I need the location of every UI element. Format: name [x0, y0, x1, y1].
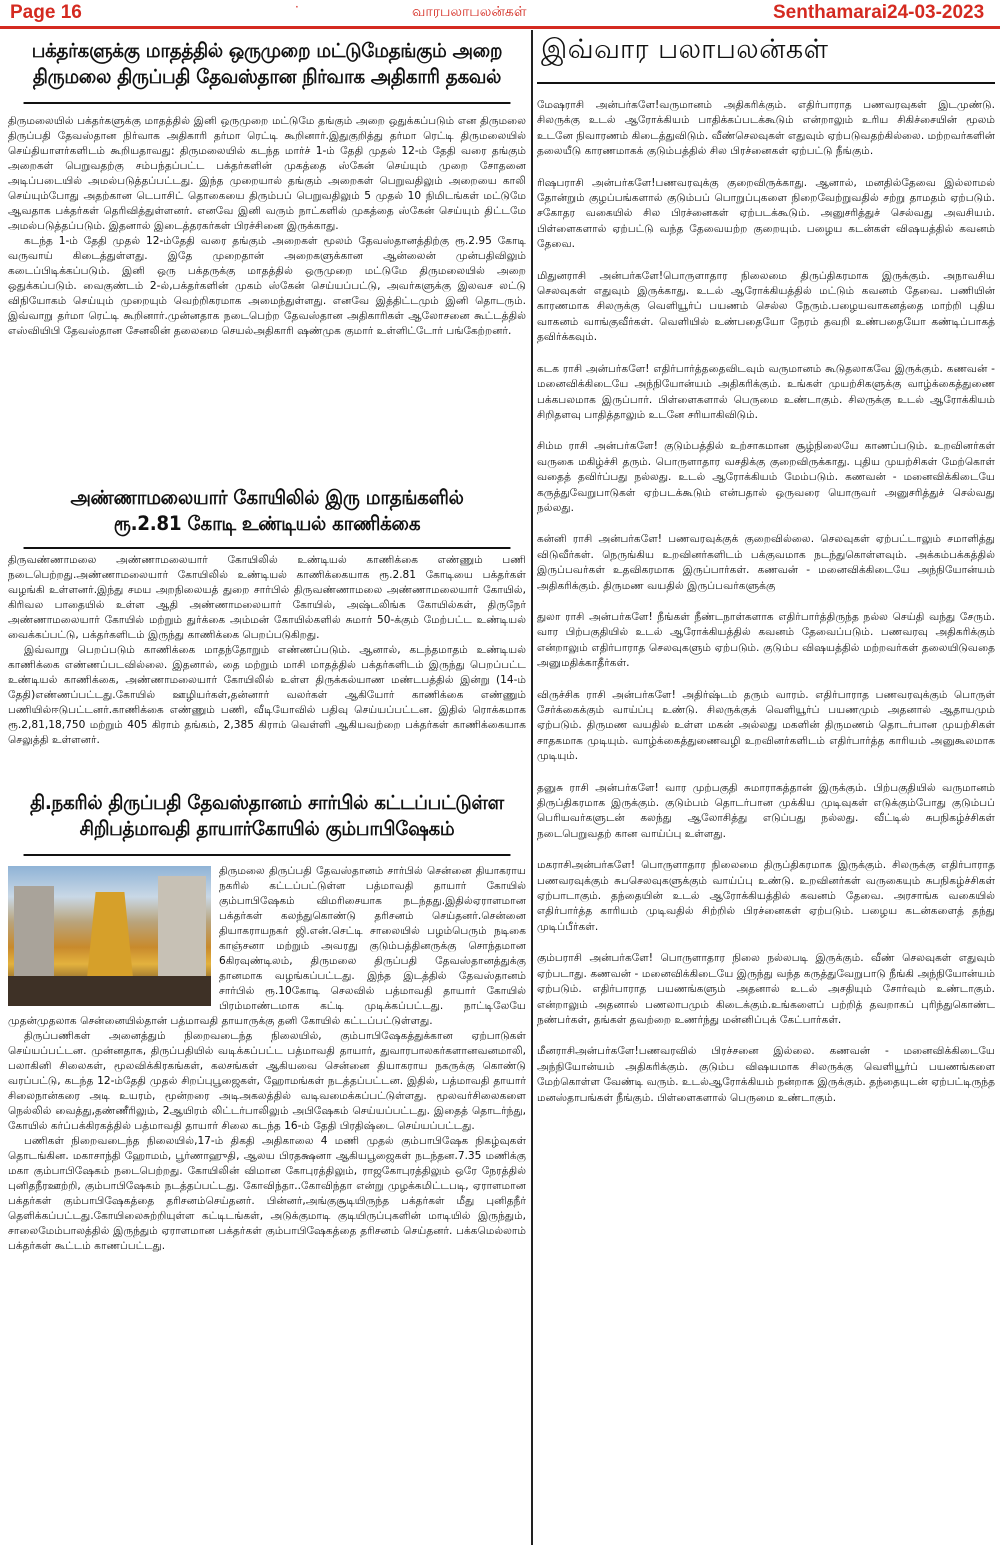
article-1-headline — [24, 38, 511, 104]
left-column — [8, 30, 526, 1254]
publication-name: Senthamarai — [773, 2, 888, 23]
paragraph: திருமலை திருப்பதி தேவஸ்தானம் சார்பில் சென்னை தியாகராய நகரில் கட்டப்பட்டுள்ள பத்மாவதி தாயார் கோயில் கும்பாபிஷேகம் விமரிசையாக நடந்தது.இதில்ஏராளமான பக்தர்கள் கலந்துகொண்டு தரிசனம் செய்தனர்.சென்னை தியாகராயநகர் ஜி.என்.செட்டி சாலையில் பழம்பெரும் நடிகை காஞ்சனா மற்றும் அவரது குடும்பத்தினருக்கு சொந்தமான 6கிரவுண்டிலம், திருமலை திருப்பதி தேவஸ்தானத்துக்கு தானமாக வழங்கப்பட்டது. இந்த இடத்தில் தேவஸ்தானம் சார்பில் ரூ.10கோடி செலவில் பத்மாவதி தாயார் கோயில் பிரம்மாண்டமாக கட்டி முடிக்கப்பட்டது. நாட்டிலேயே முதன்முதலாக சென்னையில்தான் பத்மாவதி தாயாருக்கு தனி கோயில் கட்டப்பட்டுள்ளது. — [8, 865, 526, 1027]
horoscope-meenam: மீனராசிஅன்பர்களே!பணவரவில் பிரச்சனை இல்லை. கணவன் - மனைவிக்கிடையே அந்நியோன்யம் அதிகரிக்கும். குடும்ப விஷயமாக சிலருக்கு வெளியூர்ப் பயணங்களை மேற்கொள்ள வேண்டி வரும். உடல்ஆரோக்கியம் நன்றாக இருக்கும். தந்தையுடன் ஏற்பட்டிருந்த மனஸ்தாபங்கள் நீங்கும். பிள்ளைகளால் பெருமை உண்டாகும். — [537, 1045, 995, 1104]
building-shape — [14, 886, 54, 976]
paragraph: திருமலையில் பக்தர்களுக்கு மாதத்தில் இனி ஒருமுறை மட்டுமே தங்கும் அறை ஒதுக்கப்படும் என திருமலை திருப்பதி தேவஸ்தான நிர்வாக அதிகாரி தர்மா ரெட்டி கூறினார்.இதுகுறித்து தர்மா ரெட்டி திருமலையில் செய்தியாளர்களிடம் கூறியதாவது: திருமலையில் கடந்த மார்ச் 1-ம் தேதி முதல் 12-ம் தேதி வரை தங்கும் அறைகள் பெறுவதற்கு சம்பந்தப்பட்ட பக்தர்களின் முகத்தை ஸ்கேன் செய்யும் முறை சோதனை அடிப்படையில் அமல்படுத்தப்பட்டது. இந்த முறையால் தங்கும் அறைகள் பெறுவதிலும் அறையை காலி செய்யும்போது அதற்கான டெபாசிட் தொகையை திரும்பப் பெறுவதிலும் 5 முதல் 10 நிமிடங்கள் மட்டுமே ஆவதாக பக்தர்கள் தெரிவித்துள்ளனர். எனவே இனி வரும் நாட்களில் முகத்தை ஸ்கேன் செய்யும் திட்டமே அமல்படுத்தப்படும். இதனால் இடைத்தரகர்கள் பிரச்சினை இருக்காது. — [8, 115, 526, 232]
headline-line: சிறிபத்மாவதி தாயார்கோயில் கும்பாபிஷேகம் — [79, 817, 455, 840]
horoscope-list — [537, 98, 995, 1106]
article-1-body — [8, 114, 526, 477]
horoscope-simmam: சிம்ம ராசி அன்பர்களே! குடும்பத்தில் உற்சாகமான சூழ்நிலையே காணப்படும். உறவினர்கள் வருகை மகிழ்ச்சி தரும். பொருளாதார வசதிக்கு குறைவிருக்காது. புதிய முயற்சிகள் மேற்கொள் வதைத் தவிர்ப்பது நல்லது. உடல் ஆரோக்கியம் மேம்படும். கணவன் - மனைவிக்கிடையே கருத்துவேறுபாடுகள் ஏற்படக்கூடும் என்பதால் ஒருவரை யொருவர் அனுசரித்துச் செல்வது நல்லது. — [537, 440, 995, 514]
right-column — [537, 30, 995, 1106]
article-3-body — [8, 864, 526, 1254]
column-divider — [531, 30, 533, 1545]
page-header — [0, 0, 1000, 29]
article-2-body — [8, 553, 526, 778]
headline-line: அண்ணாமலையார் கோயிலில் இரு மாதங்களில் — [70, 486, 464, 509]
horoscope-mesham: மேஷராசி அன்பர்களே!வருமானம் அதிகரிக்கும். எதிர்பாராத பணவரவுகள் இடமுண்டு. சிலருக்கு உடல் ஆரோக்கியம் பாதிக்கப்படக்கூடும் என்றாலும் உரிய சிகிச்சையின் மூலம் உடனே நிவாரணம் கிடைத்துவிடும். வீண்செலவுகள் எதுவும் ஏற்படுவதற்கில்லை. மற்றவர்களின் தலையீடு காரணமாகக் குடும்பத்தில் சில பிரச்னைகள் ஏற்பட்டு நீங்கும். — [537, 99, 995, 158]
section-title: வாரபலாபலன்கள் — [412, 4, 527, 20]
article-3-headline — [24, 790, 511, 856]
building-shape — [158, 876, 206, 976]
horoscope-kadagam: கடக ராசி அன்பர்களே! எதிர்பார்த்ததைவிடவும் வருமானம் கூடுதலாகவே இருக்கும். கணவன் - மனைவிக்கிடையே அந்நியோன்யம் அதிகரிக்கும். உங்கள் முயற்சிகளுக்கு வாழ்க்கைத்துணை பக்கபலமாக இருப்பார். பிள்ளைகளால் பெருமை உண்டாகும். சிலருக்கு உடல் ஆரோக்கியம் சிறிதளவு பாதித்தாலும் உடனே சரியாகிவிடும். — [537, 362, 995, 421]
horoscope-magaram: மகராசிஅன்பர்களே! பொருளாதார நிலைமை திருப்திகரமாக இருக்கும். சிலருக்கு எதிர்பாராத பணவரவுக்கும் சுபசெலவுகளுக்கும் வாய்ப்பு உண்டு. உறவினர்கள் வருகையும் சுபநிகழ்ச்சிகள் ஏற்பாடாகும். தந்தையின் உடல் ஆரோக்கியத்தில் கவனம் தேவை. அரசாங்க வகையில் எதிர்பார்த்த காரியம் முடிவதில் சிற்றில் பிரச்னைகள் ஏற்படும். பழைய கடன்களைத் தந்து முடிப்பீர்கள். — [537, 859, 995, 933]
temple-photo — [8, 866, 211, 1006]
paragraph: திருப்பணிகள் அனைத்தும் நிறைவடைந்த நிலையில், கும்பாபிஷேகத்துக்கான ஏற்பாடுகள் செய்யப்பட்டன. முன்னதாக, திருப்பதியில் வடிக்கப்பட்ட பத்மாவதி தாயார், துவாரபாலகர்களானவனமாலி, பலாகினி சிலைகள், மூலவிக்கிரகங்கள், கலசங்கள் ஆகியவை சென்னை தியாகராய நகருக்கு கொண்டு வரப்பட்டு, கடந்த 12-ம்தேதி முதல் சிறப்புபூஜைகள், ஹோமங்கள் நடத்தப்பட்டன. இதில், பத்மாவதி தாயார் சிலைநான்கரை அடி உயரம், மூன்றரை அடிஅகலத்தில் வடிவமைக்கப்பட்டுள்ளது. மூலவர்சிலைகளை நெல்லில் வைத்து,தண்ணீரிலும், 2ஆயிரம் லிட்டர்பாலிலும் அபிஷேகம் செய்யப்பட்டது. இதைத் தொடர்ந்து, கோயில் கர்ப்பக்கிரகத்தில் பத்மாவதி தாயார் சிலை கடந்த 16-ம் தேதி பிரதிஷ்டை செய்யப்பட்டது. — [8, 1030, 526, 1132]
paragraph: பணிகள் நிறைவடைந்த நிலையில்,17-ம் திகதி அதிகாலை 4 மணி முதல் கும்பாபிஷேக நிகழ்வுகள் தொடங்கின. மகாசாந்தி ஹோமம், பூர்ணாஹுதி, ஆலய பிரதக்ஷனா ஆகியபூஜைகள் நடந்தன.7.35 மணிக்கு மகா கும்பாபிஷேகம் நடைபெற்றது. கோயிலின் விமான கோபுரத்திலும், ராஜகோபுரத்திலும் ஒரே நேரத்தில் புனிதநீரஊற்றி, கும்பாபிஷேகம் நடத்தப்பட்டது. கோவிந்தா..கோவிந்தா என்று முழக்கமிட்டபடி, ஏராளமான பக்தர்கள் கும்பாபிஷேகத்தை தரிசனம்செய்தனர். பின்னர்,அங்குசூடியிருந்த பக்தர்கள் மீது புனிதநீர் தெளிக்கப்பட்டது.கோயிலைசுற்றியுள்ள கட்டிடங்கள், அடுக்குமாடி குடியிருப்புகளின் மாடியில் இருந்தும், சாலைமேம்பாலத்தில் இருந்தும் ஏராளமான பக்தர்கள் கும்பாபிஷேகத்தை தரிசனம் செய்தனர். பக்கமெல்லாம் பக்தர்கள் கூட்டம் காணப்பட்டது. — [8, 1135, 526, 1252]
horoscope-viruchigam: விருச்சிக ராசி அன்பர்களே! அதிர்ஷ்டம் தரும் வாரம். எதிர்பாராத பணவரவுக்கும் பொருள் சேர்க்கைக்கும் வாய்ப்பு உண்டு. சிலருக்குக் வெளியூர்ப் பயணமும் அதனால் ஆதாயமும் ஏற்படும். திருமண வயதில் உள்ள மகன் அல்லது மகளின் திருமணம் தொடர்பான முயற்சிகள் சாதகமாக முடியும். வாழ்க்கைத்துணைவழி உறவினர்களிடம் எதிர்பார்த்த காரியம் அனுகூலமாக முடியும். — [537, 688, 995, 763]
headline-line: பக்தர்களுக்கு மாதத்தில் ஒருமுறை மட்டுமேதங்கும் அறை — [31, 39, 503, 62]
page-number: Page 16 — [10, 2, 82, 23]
issue-date: 24-03-2023 — [887, 2, 985, 23]
headline-line: தி.நகரில் திருப்பதி தேவஸ்தானம் சார்பில் கட்டப்பட்டுள்ள — [30, 791, 504, 814]
horoscope-kanni: கன்னி ராசி அன்பர்களே! பணவரவுக்குக் குறைவில்லை. செலவுகள் ஏற்பட்டாலும் சமாளித்து விடுவீர்கள். நெருங்கிய உறவினர்களிடம் பக்குவமாக நடந்துகொள்ளவும். அக்கம்பக்கத்தில் இருப்பவர்கள் உதவிகரமாக இருப்பார்கள். கணவன் - மனைவிக்கிடையே அந்நியோன்யம் அதிகரிக்கும். திருமண வயதில் இருப்பவர்களுக்கு — [537, 533, 995, 592]
paragraph: கடந்த 1-ம் தேதி முதல் 12-ம்தேதி வரை தங்கும் அறைகள் மூலம் தேவஸ்தானத்திற்கு ரூ.2.95 கோடி வருவாய் கிடைத்துள்ளது. இதே முறைதான் அறைகளுக்கான ஆன்லைன் முன்பதிவிலும் கடைப்பிடிக்கப்படும். இனி ஒரு பக்தருக்கு மாதத்தில் ஒருமுறை மட்டுமே திருமலையில் அறை ஒதுக்கப்படும். வைகுண்டம் 2-ல்,பக்தர்களின் முகம் ஸ்கேன் செய்யப்பட்டு, அவர்களுக்கு இலவச லட்டு விநியோகம் செய்யும் முறையும் வெற்றிகரமாக அமைந்துள்ளது. எனவே இத்திட்டமும் இனி தொடரும். இவ்வாறு தர்மா ரெட்டி கூறினார்.முன்னதாக நடைபெற்ற தேவஸ்தான அதிகாரிகள் ஆலோசனை கூட்டத்தில் எஸ்வியிபி தேவஸ்தான சேனலின் தலைமை செயல்அதிகாரி ஷண்முக குமார் உள்ளிட்டோர் பங்கேற்றனர். — [8, 235, 526, 337]
horoscope-mithunam: மிதுனராசி அன்பர்களே!பொருளாதார நிலைமை திருப்திகரமாக இருக்கும். அநாவசிய செலவுகள் எதுவும் இருக்காது. உடல் ஆரோக்கியத்தில் மட்டும் கவனம் தேவை. பணியின் காரணமாக சிலருக்கு வெளியூர்ப் பயணம் செல்ல நேரும்.பழையவாகனத்தை மாற்றி புதிய வாகனம் வாங்குவீர்கள். வெளியில் உண்பதையோ நேரம் தவறி உண்பதையோ கண்டிப்பாகத் தவிர்க்கவும். — [537, 269, 995, 344]
paragraph: இவ்வாறு பெறப்படும் காணிக்கை மாதந்தோறும் எண்ணப்படும். ஆனால், கடந்தமாதம் உண்டியல் காணிக்கை எண்ணப்படவில்லை. இதனால், தை மற்றும் மாசி மாதத்தில் பக்தர்களிடம் இருந்து பெறப்பட்ட உண்டியல் காணிக்கை, அண்ணாமலையார் கோயிலில் உள்ள திருக்கல்யாண மண்டபத்தில் இன்று (14-ம் தேதி)எண்ணப்பட்டது.கோயில் ஊழியர்கள்,தன்னார் வலர்கள் ஆகியோர் காணிக்கை எண்ணும் பணியில்ஈடுபட்டனர்.காணிக்கை எண்ணும் பணி, வீடியோவில் பதிவு செய்யப்பட்டன. இதில் ரொக்கமாக ரூ.2,81,18,750 மற்றும் 405 கிராம் தங்கம், 2,385 கிராம் வெள்ளி ஆகியவற்றை பக்தர்கள் காணிக்கையாக செலுத்தி உள்ளனர். — [8, 644, 526, 746]
weekly-horoscope-title: இவ்வார பலாபலன்கள் — [537, 30, 995, 84]
horoscope-dhanusu: தனுசு ராசி அன்பர்களே! வார முற்பகுதி சுமாராகத்தான் இருக்கும். பிற்பகுதியில் வருமானம் திருப்திகரமாக இருக்கும். குடும்பம் தொடர்பான முக்கிய முடிவுகள் எடுக்கும்போது குடும்பப் பெரியவர்களுடன் கலந்து ஆலோசித்து எடுப்பது நல்லது. வீட்டில் சுபநிகழ்ச்சிகள் நடைபெறுவதற் கான வாய்ப்பு உள்ளது. — [537, 781, 995, 840]
headline-line: திருமலை திருப்பதி தேவஸ்தான நிர்வாக அதிகாரி தகவல் — [32, 65, 502, 88]
temple-tower-shape — [86, 892, 134, 988]
header-dot: · — [295, 0, 299, 14]
crowd-shape — [8, 976, 211, 1006]
horoscope-kumbam: கும்பராசி அன்பர்களே! பொருளாதார நிலை நல்லபடி இருக்கும். வீண் செலவுகள் எதுவும் ஏற்படாது. கணவன் - மனைவிக்கிடையே இருந்து வந்த கருத்துவேறுபாடு நீங்கி அந்நியோன்யம் ஏற்படும். எதிர்பாராத பயணங்களும் அதனால் உடல் அசதியும் சோர்வும் உண்டாகும். என்றாலும் அதனால் பணலாபமும் கிடைக்கும்.உங்களைப் பற்றித் தவறாகப் புரிந்துகொண்ட நண்பர்கள், தங்கள் தவற்றை உணர்ந்து மன்னிப்புக் கேட்பார்கள். — [537, 952, 995, 1026]
headline-line: ரூ.2.81 கோடி உண்டியல் காணிக்கை — [113, 512, 421, 535]
horoscope-thulam: துலா ராசி அன்பர்களே! நீங்கள் நீண்டநாள்களாக எதிர்பார்த்திருந்த நல்ல செய்தி வந்து சேரும். வார பிற்பகுதியில் உடல் ஆரோக்கியத்தில் கவனம் தேவைப்படும். பணவரவு அதிகரிக்கும் என்றாலும் எதிர்பாராத செலவுகளும் ஏற்படும். குடும்ப விஷயத்தில் மற்றவர்கள் தலையிடுவதை அனுமதிக்காதீர்கள். — [537, 610, 995, 670]
article-2-headline — [24, 485, 511, 549]
paragraph: திருவண்ணாமலை அண்ணாமலையார் கோயிலில் உண்டியல் காணிக்கை எண்ணும் பணி நடைபெற்றது.அண்ணாமலையார் கோயிலில் உண்டியல் காணிக்கையாக ரூ.2.81 கோடியை பக்தர்கள் வழங்கி உள்ளனர்.இந்து சமய அறநிலையத் துறை சார்பில் திருவண்ணாமலை அண்ணாமலையார் கோயில், கிரிவல பாதையில் உள்ள ஆதி அண்ணாமலையார் கோயில், அஷ்டலிங்க கோயில்கள், திருநேர் அண்ணாமலையார் கோயில் மற்றும் துர்க்கை அம்மன் கோயில்களில் சுமார் 50-க்கும் மேற்பட்ட உண்டியல் வைக்கப்பட்டு, பக்தர்களிடம் இருந்து காணிக்கை பெறப்படுகிறது. — [8, 554, 526, 641]
horoscope-rishabam: ரிஷபராசி அன்பர்களே!பணவரவுக்கு குறைவிருக்காது. ஆனால், மனதில்தேவை இல்லாமல் தோன்றும் குழப்பங்களால் குடும்பப் பொறுப்புகளை நிறைவேற்றுவதில் சற்று தாமதம் ஏற்படும். சகோதர வகையில் சில பிரச்னைகள் ஏற்படக்கூடும். அனுசரித்துச் செல்வது அவசியம். பிள்ளைகளால் ஏற்பட்டு வந்த தேவையற்ற குறையும். பழைய கடன்கள் விஷயத்தில் கவனம் தேவை. — [537, 176, 995, 251]
